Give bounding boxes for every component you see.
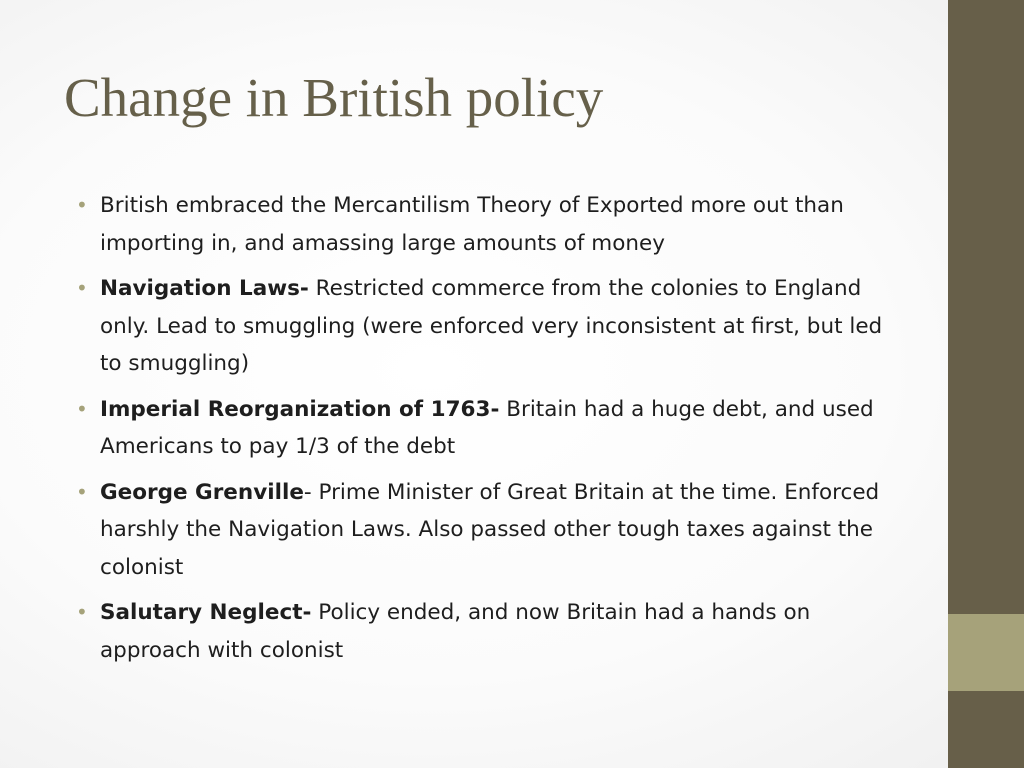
bullet-item [76,474,888,587]
bullet-bold-text: Imperial Reorganization of 1763- [100,396,500,422]
bullet-dot-icon: • [76,276,88,300]
bullet-dot-icon: • [76,193,88,217]
bullet-dot-icon: • [76,600,88,624]
bullet-list [76,187,888,677]
bullet-bold-text: Navigation Laws- [100,276,309,301]
bullet-bold-text: Salutary Neglect- [100,600,312,625]
bullet-text: Britain had a huge debt, and used Americans to pay 1/3 of the debt [100,396,874,459]
bullet-text: - Prime Minister of Great Britain at the time. Enforced harshly the Navigation Laws. Also passed other tough taxes against the colonist [100,479,880,580]
bullet-dot-icon: • [76,396,88,421]
slide-title: Change in British policy [64,67,604,128]
bullet-item [76,391,888,466]
decorative-sidebar [948,0,1024,768]
bullet-text: Restricted commerce from the colonies to England only. Lead to smuggling (were enforced very inconsistent at first, but led to smuggling) [100,276,883,376]
bullet-bold-text: George Grenville [100,479,304,505]
bullet-text: British embraced the Mercantilism Theory of Exported more out than importing in, and amassing large amounts of money [100,193,844,256]
bullet-text: Policy ended, and now Britain had a hands on approach with colonist [100,600,811,663]
bullet-item [76,270,888,383]
bullet-dot-icon: • [76,479,88,504]
sidebar-accent-block [948,614,1024,691]
bullet-item [76,594,888,669]
bullet-item [76,187,888,262]
